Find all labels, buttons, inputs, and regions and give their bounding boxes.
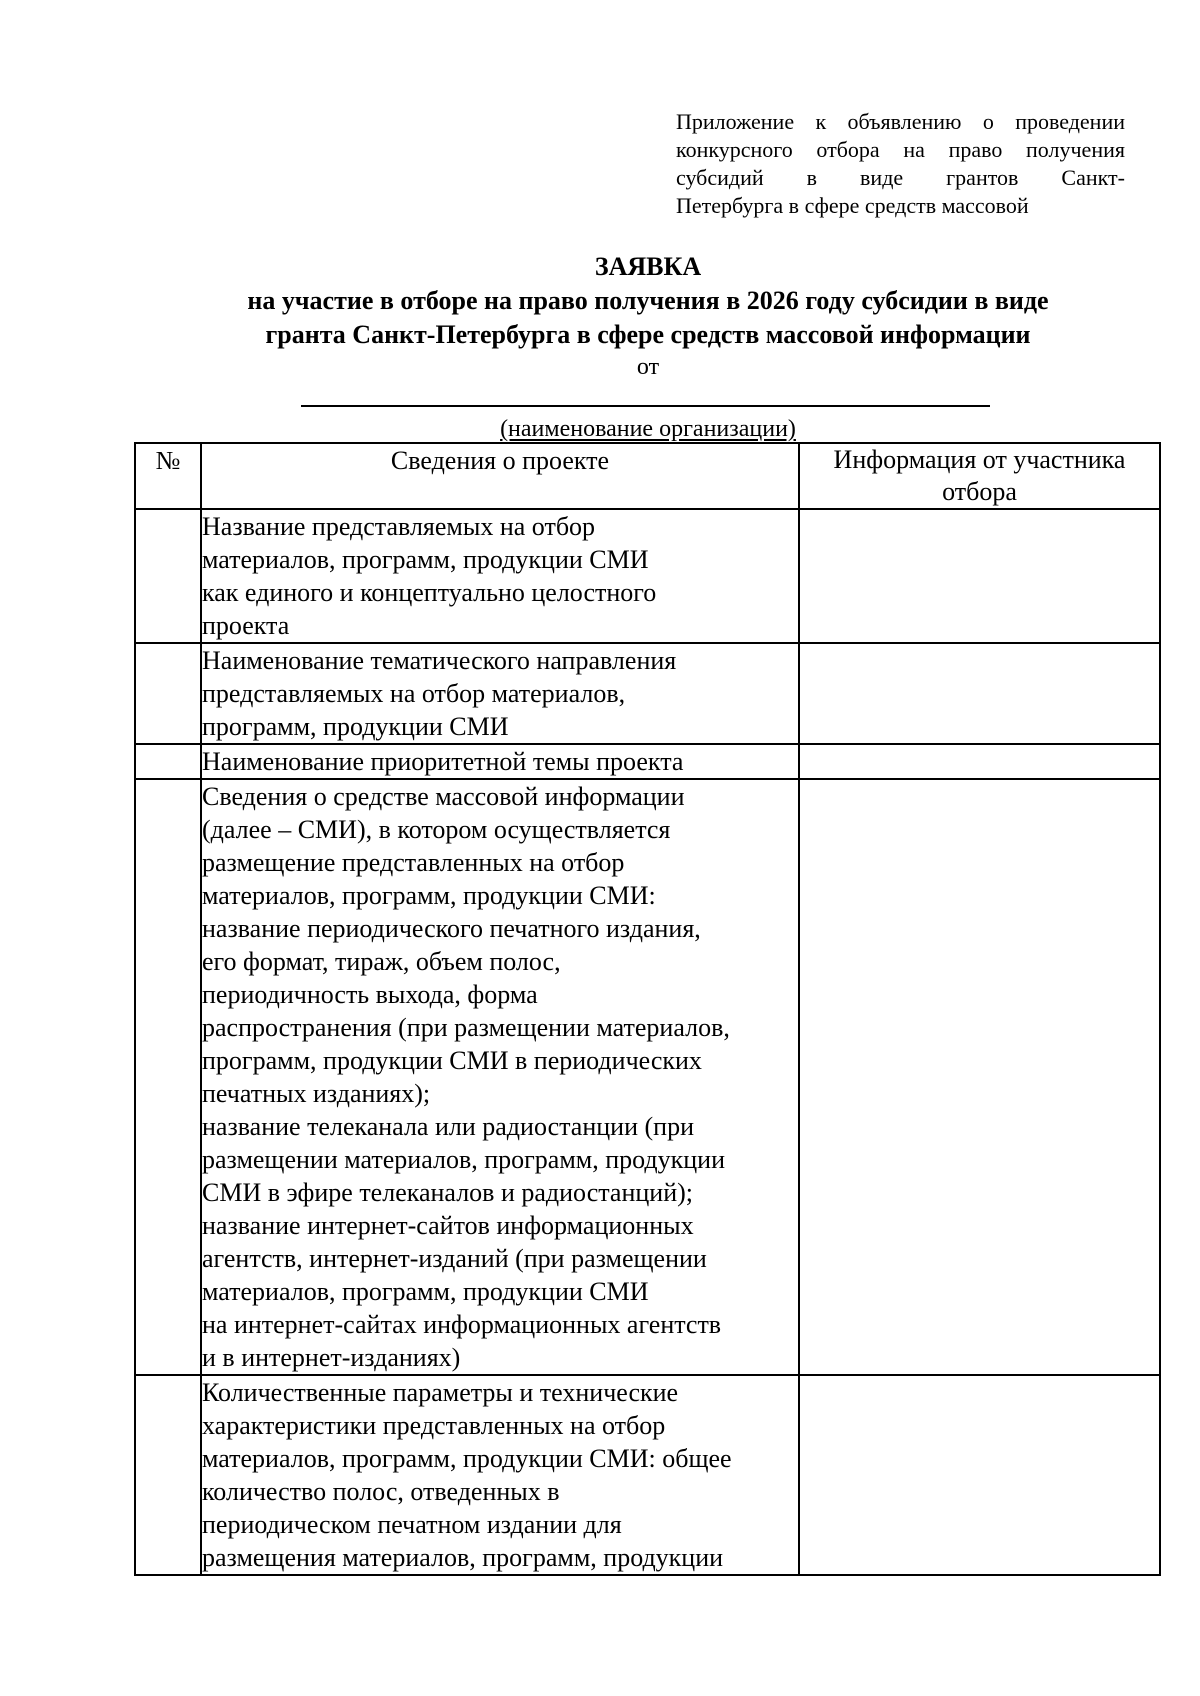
table-row: [135, 1375, 1160, 1575]
header-project-info: Сведения о проекте: [201, 443, 799, 509]
row-project-info: Наименование тематического направления представляемых на отбор материалов, программ, продукции СМИ: [201, 643, 799, 744]
row-participant-info[interactable]: [799, 779, 1160, 1375]
table-row: [135, 779, 1160, 1375]
row-participant-info[interactable]: [799, 1375, 1160, 1575]
row-participant-info[interactable]: [799, 744, 1160, 779]
row-number: [135, 779, 201, 1375]
row-participant-info[interactable]: [799, 509, 1160, 643]
header-participant-info: Информация от участника отбора: [799, 443, 1160, 509]
appendix-line: конкурсного отбора на право получения: [676, 137, 1125, 162]
row-project-info: Наименование приоритетной темы проекта: [201, 744, 799, 779]
row-number: [135, 509, 201, 643]
document-title: ЗАЯВКА: [594, 252, 702, 281]
row-project-info: Количественные параметры и технические характеристики представленных на отбор материалов, программ, продукции СМИ: общее количество полос, отведенных в периодическом печатном издании для размещения материалов, программ, продукции: [201, 1375, 799, 1575]
table-row: [135, 744, 1160, 779]
row-number: [135, 1375, 201, 1575]
appendix-line: Приложение к объявлению о проведении: [676, 109, 1125, 134]
appendix-line: субсидий в виде грантов Санкт-: [676, 165, 1125, 190]
table-header-row: [135, 443, 1160, 509]
row-number: [135, 643, 201, 744]
header-number: №: [135, 443, 201, 509]
appendix-note: [676, 108, 1125, 220]
subtitle-line: гранта Санкт-Петербурга в сфере средств массовой информации: [265, 320, 1031, 349]
from-label: от: [636, 354, 660, 380]
row-project-info: Название представляемых на отбор материалов, программ, продукции СМИ как единого и концептуально целостного проекта: [201, 509, 799, 643]
organization-name-field[interactable]: [301, 405, 990, 407]
document-subtitle: [0, 284, 1200, 352]
project-info-table: [134, 442, 1161, 1576]
table-row: [135, 643, 1160, 744]
organization-caption-text: (наименование организации): [500, 416, 796, 442]
table-row: [135, 509, 1160, 643]
row-participant-info[interactable]: [799, 643, 1160, 744]
row-number: [135, 744, 201, 779]
row-project-info: Сведения о средстве массовой информации (далее – СМИ), в котором осуществляется размещение представленных на отбор материалов, программ, продукции СМИ: название периодического печатного издания, его формат, тираж, объем полос, периодичность выхода, форма распространения (при размещении материалов, программ, продукции СМИ в периодических печатных изданиях); название телеканала или радиостанции (при размещении материалов, программ, продукции СМИ в эфире телеканалов и радиостанций); название интернет-сайтов информационных агентств, интернет-изданий (при размещении материалов, программ, продукции СМИ на интернет-сайтах информационных агентств и в интернет-изданиях): [201, 779, 799, 1375]
appendix-line: Петербурга в сфере средств массовой: [676, 193, 1029, 218]
subtitle-line: на участие в отборе на право получения в 2026 году субсидии в виде: [247, 286, 1049, 315]
organization-caption: [0, 414, 1200, 444]
